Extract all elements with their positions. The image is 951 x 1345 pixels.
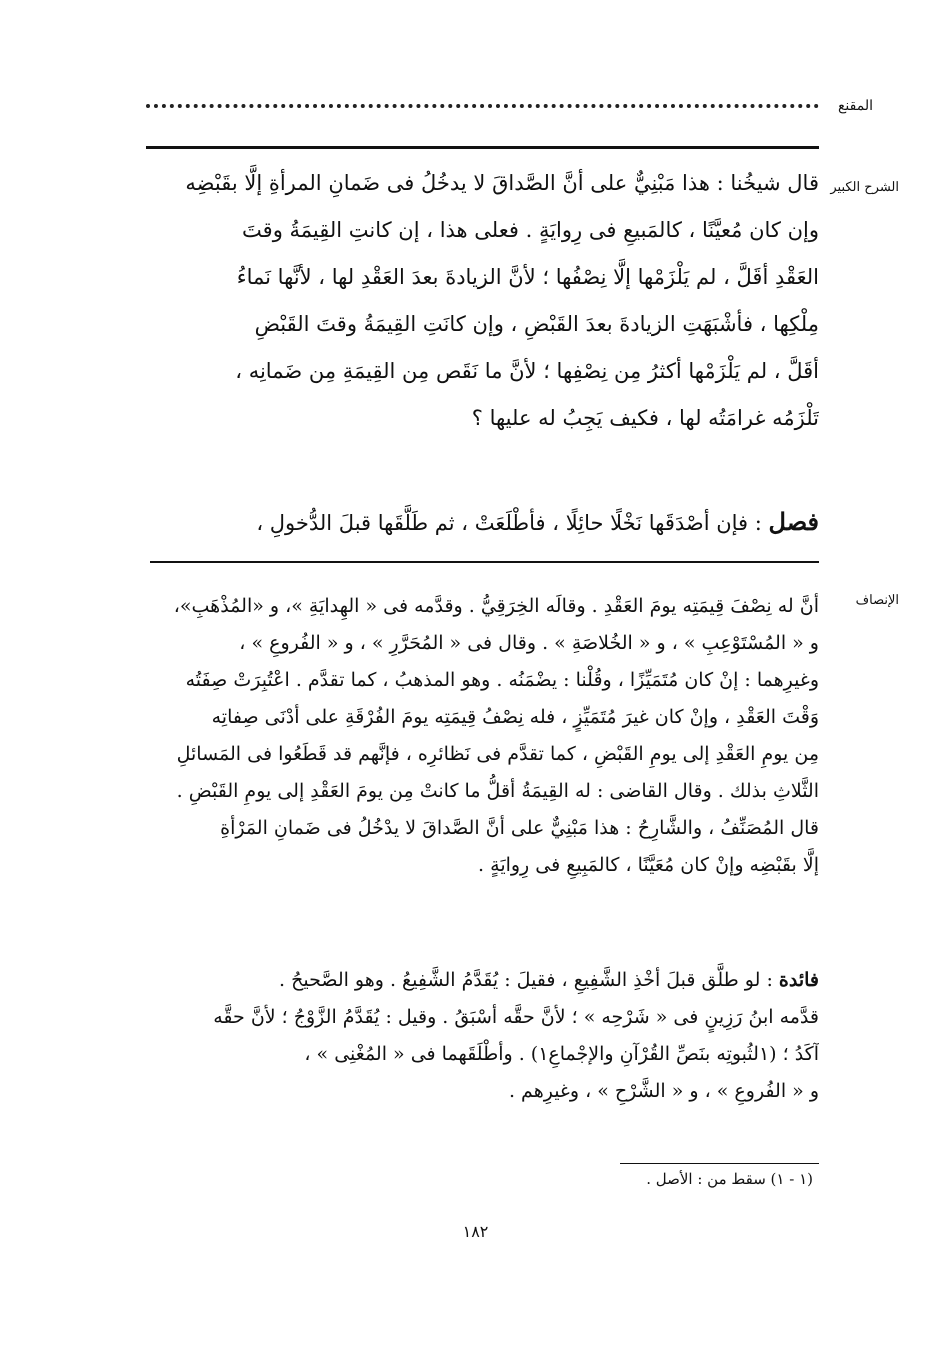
insaf-line: و « المُسْتَوْعِبِ » ، و « الخُلاصَةِ » . وقال فى « المُحَرَّرِ » ، و « الفُروعِ » ،: [239, 632, 819, 654]
insaf-line: أنَّ له نِصْفَ قِيمَتِه يومَ العَقْدِ . وقالَه الخِرَقِيُّ . وقدَّمه فى « الهِدايَةِ »، و «المُذْهَبِ»،: [173, 595, 819, 617]
faida-first-line: [140, 962, 819, 999]
sharh-text-block: [140, 160, 819, 442]
insaf-line: وغيرِهما : إنْ كان مُتَمَيِّزًا ، وقُلْنا : يضْمَنُه . وهو المذهبُ ، كما تقدَّم . اعْتُبِرَتْ صِفَتُه: [185, 669, 819, 691]
insaf-line: وَقْتَ العَقْدِ ، وإنْ كان غيرَ مُتَمَيِّزٍ ، فله نِصْفُ قِيمَتِه يومَ الفُرْقَةِ على أدْنَى صِفاتِه: [211, 706, 819, 728]
faida-text-block: [140, 962, 819, 1110]
faida-keyword: فائدة: [778, 969, 819, 991]
insaf-line: إلَّا بقَبْضِه وإنْ كان مُعَيَّنًا ، كالمَبِيعِ فى رِوايَةٍ .: [478, 854, 819, 876]
footnote-rule: [620, 1163, 819, 1164]
sharh-line: قال شيخُنا : هذا مَبْنِيٌّ على أنَّ الصَّداقَ لا يدخُلُ فى ضَمانِ المرأةِ إلَّا بقَبْضِه: [185, 171, 819, 195]
page-number: ١٨٢: [462, 1222, 489, 1241]
sharh-line: العَقْدِ أقَلَّ ، لم يَلْزَمْها إلَّا نِصْفُها ؛ لأنَّ الزيادةَ بعدَ العَقْدِ لها ، لأنَّها نَماءُ: [236, 265, 819, 289]
insaf-text-block: [140, 588, 819, 884]
faida-line: آكَدُ ؛ (١لثُبوتِه بنَصِّ القُرْآنِ والإجْماعِ١) . وأطْلَقَهما فى « المُغْنِى » ،: [304, 1043, 819, 1065]
insaf-side-label: الإنصاف: [855, 593, 899, 608]
fasl-paragraph: [140, 498, 819, 547]
footnote: (١ - ١) سقط من : الأصل .: [646, 1170, 813, 1188]
sharh-side-label: الشرح الكبير: [830, 180, 899, 195]
faida-line: و « الفُروعِ » ، و « الشَّرْحِ » ، وغيرِهم .: [508, 1080, 819, 1102]
sharh-line: وإن كان مُعيَّنًا ، كالمَبيعِ فى رِوايَةٍ . فعلى هذا ، إن كانتِ القِيمَةُ وقتَ: [242, 218, 819, 242]
faida-line: قدَّمه ابنُ رَزِينٍ فى « شَرْحِه » ؛ لأنَّ حقَّه أسْبَقُ . وقيل : يُقَدَّمُ الزَّوْجُ ؛ لأنَّ حقَّه: [213, 1006, 819, 1028]
fasl-keyword: فصل: [768, 507, 819, 536]
header-dotted-rule: [146, 104, 819, 110]
header-rule: [146, 146, 819, 149]
fasl-text: : فإن أصْدَقَها نَخْلًا حائِلًا ، فأطْلَعَتْ ، ثم طَلَّقَها قبلَ الدُّخولِ ،: [256, 511, 762, 535]
sharh-line: أقَلَّ ، لم يَلْزَمْها أكثرُ مِن نِصْفِها ؛ لأنَّ ما نَقَص مِن القِيمَةِ مِن ضَمانِه ،: [235, 359, 819, 383]
insaf-line: الثَّلاثِ بذلك . وقال القاضى : له القِيمَةُ أقلُّ ما كانتْ مِن يومَ العَقْدِ إلى يومِ القَبْضِ .: [176, 780, 819, 802]
sharh-line: تَلْزَمُه غرامَتُه لها ، فكيف يَجِبُ له عليها ؟: [471, 406, 819, 430]
faida-first-text: : لو طلَّق قبلَ أخْذِ الشَّفِيعِ ، فقيلَ : يُقَدَّمُ الشَّفِيعُ . وهو الصَّحيحُ .: [279, 969, 773, 991]
sharh-line: مِلْكِها ، فأشْبَهَتِ الزيادةَ بعدَ القَبْضِ ، وإن كانَتِ القِيمَةُ وقتَ القَبْضِ: [254, 312, 819, 336]
section-divider: [150, 561, 819, 563]
insaf-line: مِن يومِ العَقْدِ إلى يومِ القَبْضِ ، كما تقدَّم فى نَظائرِه ، فإنَّهم قد قَطَعُوا فى المَسائلِ: [176, 743, 819, 765]
insaf-line: قال المُصَنِّفُ ، والشَّارِحُ : هذا مَبْنِيٌّ على أنَّ الصَّداقَ لا يدْخُلُ فى ضَمانِ المَرْأةِ: [220, 817, 819, 839]
header-title: المقنع: [837, 98, 873, 114]
